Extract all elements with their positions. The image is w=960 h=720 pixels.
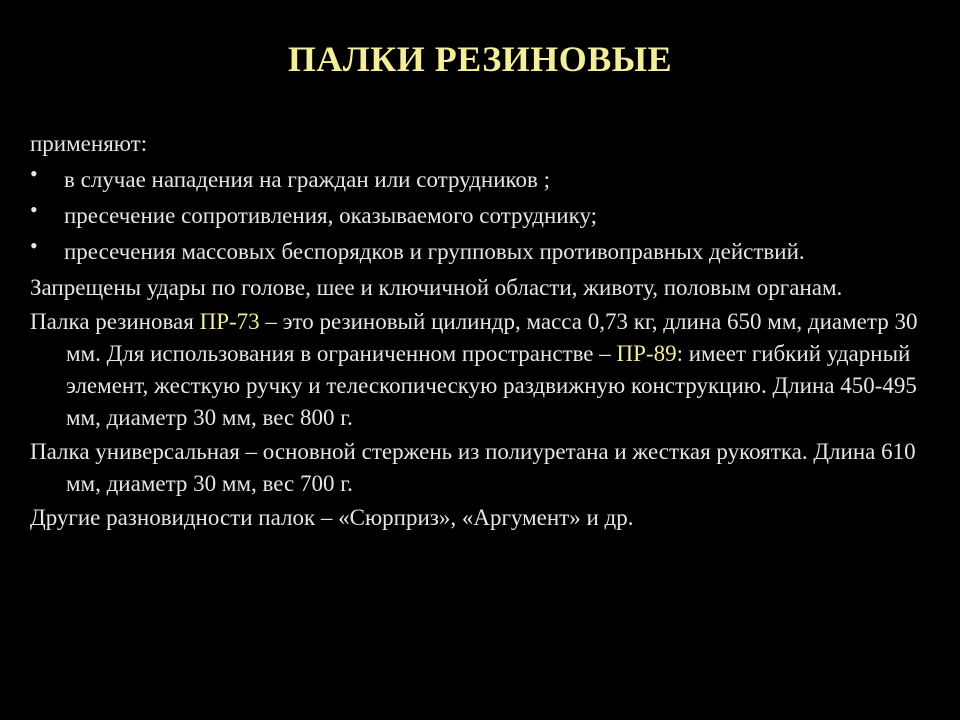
slide-body (30, 128, 935, 536)
slide-title: ПАЛКИ РЕЗИНОВЫЕ (287, 39, 673, 79)
model-pr89: ПР-89 (616, 341, 677, 366)
pr73-suffix: : имеет гибкий ударный элемент, жесткую ручку и телескопическую раздвижную конструкцию. Длина 450-495 мм, диаметр 30 мм, вес 800 г. (66, 341, 917, 430)
bullet-dot-icon: • (30, 161, 38, 186)
bullet-item (30, 233, 935, 268)
paragraph-prohibited: Запрещены удары по голове, шее и ключичной области, животу, половым органам. (30, 275, 843, 300)
bullet-text: в случае нападения на граждан или сотрудников ; (64, 167, 551, 192)
bullet-dot-icon: • (30, 197, 38, 222)
bullet-dot-icon: • (30, 233, 38, 258)
bullet-text: пресечение сопротивления, оказываемого сотруднику; (64, 203, 598, 228)
paragraph-other: Другие разновидности палок – «Сюрприз», «Аргумент» и др. (30, 505, 634, 530)
paragraph-pr73 (30, 306, 935, 434)
paragraph-universal: Палка универсальная – основной стержень из полиуретана и жесткая рукоятка. Длина 610 мм, диаметр 30 мм, вес 700 г. (30, 439, 916, 496)
intro-text: применяют: (30, 131, 148, 156)
model-pr73: ПР-73 (199, 309, 260, 334)
pr73-prefix: Палка резиновая (30, 309, 200, 334)
bullet-text: пресечения массовых беспорядков и групповых противоправных действий. (64, 239, 805, 264)
bullet-item (30, 197, 935, 232)
bullet-item (30, 161, 935, 196)
pr73-middle: – это резиновый цилиндр, масса 0,73 кг, длина 650 мм, диаметр 30 мм. Для использования в ограниченном пространстве – (66, 309, 918, 366)
